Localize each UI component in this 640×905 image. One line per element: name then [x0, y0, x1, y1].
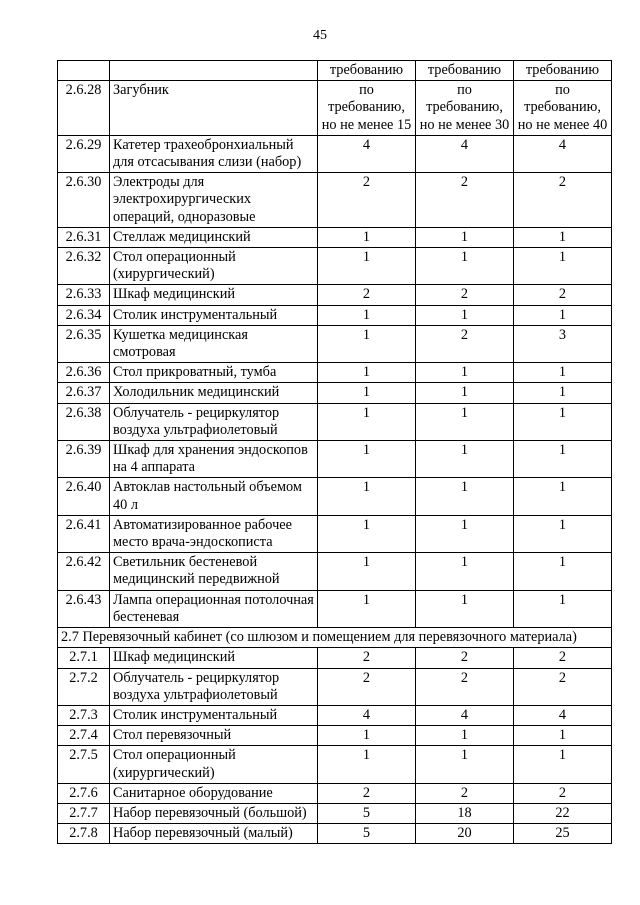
table-row [58, 363, 612, 383]
cell-value-2: 1 [416, 383, 514, 403]
cell-name: Стол прикроватный, тумба [110, 363, 318, 383]
cell-value-2: 1 [416, 441, 514, 478]
table-row [58, 515, 612, 552]
table-row [58, 705, 612, 725]
cell-name: Шкаф для хранения эндоскопов на 4 аппарата [110, 441, 318, 478]
cell-value-1: 1 [318, 478, 416, 515]
cell-value-3: 2 [514, 285, 612, 305]
cell-value-2: 2 [416, 648, 514, 668]
cell-value-3: требованию [514, 61, 612, 81]
table-row [58, 285, 612, 305]
table-row [58, 305, 612, 325]
cell-name: Санитарное оборудование [110, 783, 318, 803]
cell-name: Кушетка медицинская смотровая [110, 325, 318, 362]
cell-code: 2.7.2 [58, 668, 110, 705]
cell-value-2: 1 [416, 746, 514, 783]
cell-value-3: по требованию, но не менее 40 [514, 81, 612, 136]
cell-value-2: 2 [416, 668, 514, 705]
cell-code: 2.6.31 [58, 227, 110, 247]
table-row [58, 726, 612, 746]
table-header-row [58, 61, 612, 81]
cell-value-2: 1 [416, 515, 514, 552]
cell-name: Облучатель - рециркулятор воздуха ультрафиолетовый [110, 403, 318, 440]
equipment-table [57, 60, 612, 844]
cell-value-1: 1 [318, 515, 416, 552]
cell-value-1: 1 [318, 441, 416, 478]
cell-value-1: 1 [318, 726, 416, 746]
cell-name: Шкаф медицинский [110, 648, 318, 668]
cell-value-1: 2 [318, 648, 416, 668]
table-row [58, 227, 612, 247]
cell-value-1: 2 [318, 783, 416, 803]
cell-value-1: 5 [318, 803, 416, 823]
cell-value-3: 2 [514, 668, 612, 705]
table-row [58, 553, 612, 590]
table-row [58, 746, 612, 783]
table-row [58, 783, 612, 803]
cell-value-1: 2 [318, 285, 416, 305]
cell-value-1: 1 [318, 553, 416, 590]
section-row [58, 628, 612, 648]
cell-value-1: требованию [318, 61, 416, 81]
cell-value-2: 2 [416, 173, 514, 228]
cell-value-3: 1 [514, 726, 612, 746]
cell-name: Облучатель - рециркулятор воздуха ультрафиолетовый [110, 668, 318, 705]
cell-code: 2.6.41 [58, 515, 110, 552]
table-row [58, 383, 612, 403]
cell-value-3: 1 [514, 403, 612, 440]
cell-code: 2.7.5 [58, 746, 110, 783]
table-row [58, 403, 612, 440]
cell-value-3: 1 [514, 305, 612, 325]
cell-code: 2.6.39 [58, 441, 110, 478]
cell-value-1: 2 [318, 668, 416, 705]
cell-code: 2.7.3 [58, 705, 110, 725]
cell-name: Стол перевязочный [110, 726, 318, 746]
cell-value-3: 1 [514, 553, 612, 590]
cell-name: Шкаф медицинский [110, 285, 318, 305]
cell-name [110, 61, 318, 81]
cell-value-2: 1 [416, 403, 514, 440]
cell-value-2: требованию [416, 61, 514, 81]
cell-value-3: 25 [514, 824, 612, 844]
cell-value-1: 1 [318, 363, 416, 383]
cell-value-1: 1 [318, 383, 416, 403]
cell-code: 2.7.8 [58, 824, 110, 844]
table-row [58, 590, 612, 627]
cell-value-1: 1 [318, 248, 416, 285]
cell-value-3: 1 [514, 227, 612, 247]
cell-code: 2.6.35 [58, 325, 110, 362]
cell-name: Электроды для электрохирургических операций, одноразовые [110, 173, 318, 228]
cell-value-2: 4 [416, 705, 514, 725]
table-row [58, 803, 612, 823]
cell-value-3: 22 [514, 803, 612, 823]
cell-value-3: 2 [514, 173, 612, 228]
cell-name: Холодильник медицинский [110, 383, 318, 403]
cell-value-2: 20 [416, 824, 514, 844]
cell-name: Катетер трахеобронхиальный для отсасывания слизи (набор) [110, 135, 318, 172]
cell-value-2: 1 [416, 478, 514, 515]
cell-name: Светильник бестеневой медицинский передвижной [110, 553, 318, 590]
cell-value-2: 1 [416, 248, 514, 285]
cell-code: 2.6.42 [58, 553, 110, 590]
section-title: 2.7 Перевязочный кабинет (со шлюзом и помещением для перевязочного материала) [58, 628, 612, 648]
cell-value-1: 1 [318, 325, 416, 362]
cell-value-1: 5 [318, 824, 416, 844]
cell-value-3: 2 [514, 783, 612, 803]
table-row [58, 441, 612, 478]
cell-code: 2.7.4 [58, 726, 110, 746]
cell-code: 2.7.6 [58, 783, 110, 803]
cell-value-1: 4 [318, 135, 416, 172]
cell-value-3: 3 [514, 325, 612, 362]
cell-value-2: 4 [416, 135, 514, 172]
cell-code: 2.6.29 [58, 135, 110, 172]
cell-code: 2.6.40 [58, 478, 110, 515]
cell-value-1: 1 [318, 746, 416, 783]
cell-value-1: 2 [318, 173, 416, 228]
cell-code: 2.6.36 [58, 363, 110, 383]
cell-code [58, 61, 110, 81]
cell-value-3: 1 [514, 590, 612, 627]
table-row [58, 81, 612, 136]
cell-code: 2.6.34 [58, 305, 110, 325]
cell-value-2: 2 [416, 325, 514, 362]
cell-code: 2.6.32 [58, 248, 110, 285]
cell-value-3: 1 [514, 248, 612, 285]
cell-value-3: 1 [514, 363, 612, 383]
cell-value-2: 1 [416, 590, 514, 627]
cell-value-1: по требованию, но не менее 15 [318, 81, 416, 136]
table-row [58, 248, 612, 285]
cell-name: Загубник [110, 81, 318, 136]
cell-name: Набор перевязочный (большой) [110, 803, 318, 823]
cell-name: Лампа операционная потолочная бестеневая [110, 590, 318, 627]
cell-name: Автоклав настольный объемом 40 л [110, 478, 318, 515]
cell-code: 2.6.43 [58, 590, 110, 627]
table-row [58, 173, 612, 228]
cell-value-2: 2 [416, 783, 514, 803]
cell-name: Столик инструментальный [110, 705, 318, 725]
cell-code: 2.6.37 [58, 383, 110, 403]
cell-code: 2.6.38 [58, 403, 110, 440]
cell-value-2: 18 [416, 803, 514, 823]
cell-value-3: 4 [514, 705, 612, 725]
cell-value-3: 1 [514, 478, 612, 515]
cell-code: 2.6.33 [58, 285, 110, 305]
cell-name: Стеллаж медицинский [110, 227, 318, 247]
cell-value-3: 1 [514, 383, 612, 403]
cell-name: Столик инструментальный [110, 305, 318, 325]
cell-value-2: по требованию, но не менее 30 [416, 81, 514, 136]
cell-name: Стол операционный (хирургический) [110, 248, 318, 285]
cell-value-3: 4 [514, 135, 612, 172]
cell-value-2: 1 [416, 363, 514, 383]
cell-value-3: 1 [514, 746, 612, 783]
table-row [58, 648, 612, 668]
cell-value-2: 1 [416, 726, 514, 746]
cell-value-1: 1 [318, 403, 416, 440]
cell-value-3: 1 [514, 515, 612, 552]
cell-value-2: 1 [416, 553, 514, 590]
cell-value-2: 2 [416, 285, 514, 305]
cell-value-3: 1 [514, 441, 612, 478]
cell-value-2: 1 [416, 305, 514, 325]
cell-value-1: 1 [318, 227, 416, 247]
cell-name: Автоматизированное рабочее место врача-эндоскописта [110, 515, 318, 552]
cell-value-2: 1 [416, 227, 514, 247]
cell-code: 2.7.7 [58, 803, 110, 823]
cell-value-3: 2 [514, 648, 612, 668]
table-row [58, 135, 612, 172]
table-row [58, 824, 612, 844]
cell-name: Набор перевязочный (малый) [110, 824, 318, 844]
cell-code: 2.6.28 [58, 81, 110, 136]
cell-name: Стол операционный (хирургический) [110, 746, 318, 783]
cell-value-1: 1 [318, 590, 416, 627]
table-row [58, 325, 612, 362]
cell-value-1: 4 [318, 705, 416, 725]
table-row [58, 478, 612, 515]
table-row [58, 668, 612, 705]
page-number: 45 [313, 28, 327, 43]
cell-code: 2.6.30 [58, 173, 110, 228]
cell-code: 2.7.1 [58, 648, 110, 668]
cell-value-1: 1 [318, 305, 416, 325]
